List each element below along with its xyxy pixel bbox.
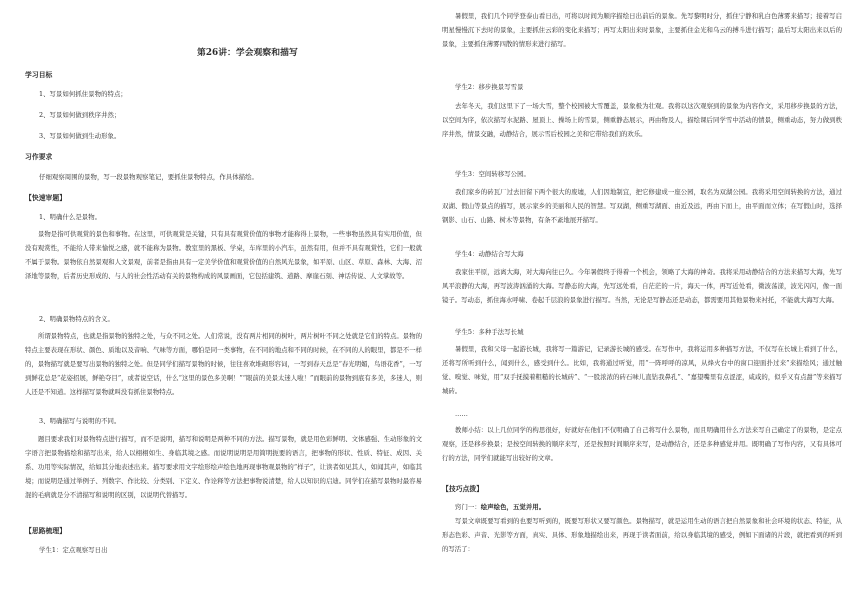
teacher-summary: 教师小结：以上几位同学的构思很好，好就好在他们不仅明确了自己将写什么景物，而且明确用什么方法来写自己确定了的景物，是定点观察，还是移步换景；是按空间转换的顺序来写，还是按照时间顺序来写，是动静结合，还是多种感觉并用。既明确了写作内容，又有具体可行的方法，同学们就能写出较好的文章。 [442, 426, 842, 462]
student1-label: 学生1：定点观察写日出 [39, 546, 108, 554]
tip1-body: 写景文章既要写看到的也要写听到的，既要写形状又要写颜色。景物描写，就是运用生动的语言把自然景象和社会环境的状态、特征，从形态色彩、声音、光影等方面，真实、具体、形象地描绘出来，再现于读者面前，给以身临其境的感受，例如下面诸的片段，就把看到的听到的写活了： [442, 517, 842, 553]
student5-body: 暑假里，我和父母一起游长城，我将写一篇游记，记录游长城的感受。在写作中，我将运用多种描写方法，不仅写在长城上看到了什么，还将写所听到什么，闻到什么，感受到什么。比如，我将通过听觉，用“一阵呼呼的凉风，从烽火台中的窗口迎面扑过来”来描绘风；通过触觉、嗅觉、味觉，用“双手抚摸着粗糙的长城砖”、“一股浓浓的砖石味儿直钻我鼻孔”、“嘉望嘴里有点涩涩，咸咸的，似乎又有点甜”等来描写城砖。 [442, 345, 842, 395]
outline-heading: 【思路梳理】 [25, 527, 67, 535]
student4-label: 学生4：动静结合写大海 [455, 250, 524, 258]
point2-title: 2、明确景物特点的含义。 [39, 315, 114, 323]
tip1-heading [455, 503, 545, 511]
student5-label: 学生5：多种手法写长城 [455, 328, 524, 336]
tip1-prefix: 窍门一： [455, 503, 481, 511]
tip1-title: 绘声绘色，五觉并用。 [480, 503, 546, 511]
student4-body: 我家住平原，远离大海，对大海向往已久。今年暑假终于得着一个机会，领略了大海的神奇。我将采用动静结合的方法来描写大海，先写风平浪静的大海，再写波涛汹涌的大海。写静态的大海，先写远处看，自茫茫的一片，海天一体，再写近处看，微波荡漾，波光闪闪，像一面镜子。写动态，抓住海水呼啸、卷起千层浪的景象进行描写。当然，无论是写静态还是动态，都需要用其他景物来衬托，不能就大海写大海。 [442, 268, 842, 304]
objective-item: 1、写景如何抓住景物的特点； [39, 90, 127, 98]
student3-label: 学生3：空间转移写公园。 [455, 170, 530, 178]
objectives-heading: 学习目标 [25, 71, 53, 79]
point1-body: 景物是指可供观赏的景色和事物。在这里，可供观赏是关键，只有具有观赏价值的事物才能称得上景物，一些事物虽然具有实用价值，但没有观赏性，不能给人带来愉悦之感，就不能称为景物。教室里的黑板、学桌，车库里的小汽车，虽然有用，但并不具有观赏性，它们一般就不属于景物。景物依自然景观和人文景观，前者是指由具有一定美学价值和观赏价值的自然风光景象，如平原、山区、草原、森林、大海、沼泽地等景物，后者历史形成的、与人的社会性活动有关的景物构成的风景画面，它包括建筑、道路、摩崖石刻、神话传说、人文掌故等。 [25, 230, 422, 280]
ellipsis: …… [455, 410, 468, 418]
requirement-text: 仔细观察周围的景物，写一段景物观察笔记，要抓住景物特点，作具体描绘。 [39, 173, 258, 181]
point2-body: 所谓景物特点，也就是指景物的独特之处，与众不同之处。人们常说，没有两片相同的树叶，两片树叶不同之处就是它们的特点。景物的特点主要表现在形状、颜色、质地以及音响、气味等方面，哪怕是同一类事物，在不同的地点和不同的时候，在不同的人的眼里，都是不一样的，景物描写就是要写出景物的独特之处。但是同学们描写景物的时候，往往喜欢堆砌形容词，一写到春天总是“春光明媚，鸟语花香”，一写到鲜花总是“花姿招展，鲜艳夺目”，或者说空话，什么“这里的景色多美啊！”“眼前的美景太迷人啦！”而眼前的景物到底有多美，多迷人，则人还是不知道。这样描写景物就叫没有抓住景物特点。 [25, 332, 422, 396]
point1-title: 1、明确什么是景物。 [39, 213, 102, 221]
objective-item: 2、写景如何做到秩序井然； [39, 111, 121, 119]
point3-body: 题目要求我们对景物特点进行描写，而不是说明，描写和说明是两种不同的方法。描写景物，就是用色彩鲜明、文体感强、生动形象的文字语言把景物描绘和描写出来，给人以栩栩如生、身临其境之感。而说明说明是用简明扼要的语言，把事物的形状、性质、特征、成因、关系、功用等实际情况，给如其分地表述出来。描写要求用文字绘形绘声绘色地再现事物观景物的“样子”，让读者如见其人，如闻其声，如临其境；而说明是通过举例子、列数字、作比较、分类别、下定义、作诠释等方法把事物说清楚，给人以知识的启迪。同学们在描写景物时最容易混的毛病就是分不清描写和说明的区别，以说明代替描写。 [25, 435, 422, 499]
page-title: 第26讲：学会观察和描写 [197, 48, 298, 58]
tips-heading: 【技巧点拨】 [442, 485, 484, 493]
objective-item: 3、写景如何做到生动形象。 [39, 132, 121, 140]
student2-body: 去年冬天，我们这里下了一场大雪，整个校园被大雪覆盖，景象极为壮观。我将以这次观察到的景象为内容作文，采用移步换景的方法，以空间为序，依次描写水泥路、屋顶上、操场上的雪景，侧重静态展示，再由物及人，描绘课后同学雪中活动的情景，侧重动态，努力做到秩序井然，情景交融，动静结合，展示雪后校园之美和它带给我们的欢乐。 [442, 102, 842, 138]
quick-review-heading: 【快速审题】 [25, 194, 67, 202]
student1-body: 暑假里，我们几个同学登泰山看日出，可将以时间为顺序描绘日出前后的景象。先写黎明时分，抓住宁静和乳白色薄雾来描写；接着写启明星慢慢沉下去时的景象，主要抓住云彩的变化来描写；再写太阳出来时景象，主要抓住金光和乌云的搏斗进行描写；最后写太阳出来以后的景象，主要抓住薄雾四散的情形来进行描写。 [442, 12, 842, 48]
point3-title: 3、明确描写与说明的不同。 [39, 417, 121, 425]
student3-body: 我们家乡的砖瓦厂过去旧留下两个很大的废墟，人们因地制宜，把它修建成一座公园，取名为双湖公园。我将采用空间转换的方法，通过双湖、假山等景点的描写，展示家乡的美丽和人民的智慧。写双湖，侧重写湖面、由近及远，再由下而上，由平面而立体；在写假山时，选择钢影、山石、山路、树木等景物，有条不紊地展开描写。 [442, 188, 842, 224]
student2-label: 学生2：移步换景写雪景 [455, 83, 524, 91]
requirement-heading: 习作要求 [25, 153, 53, 161]
